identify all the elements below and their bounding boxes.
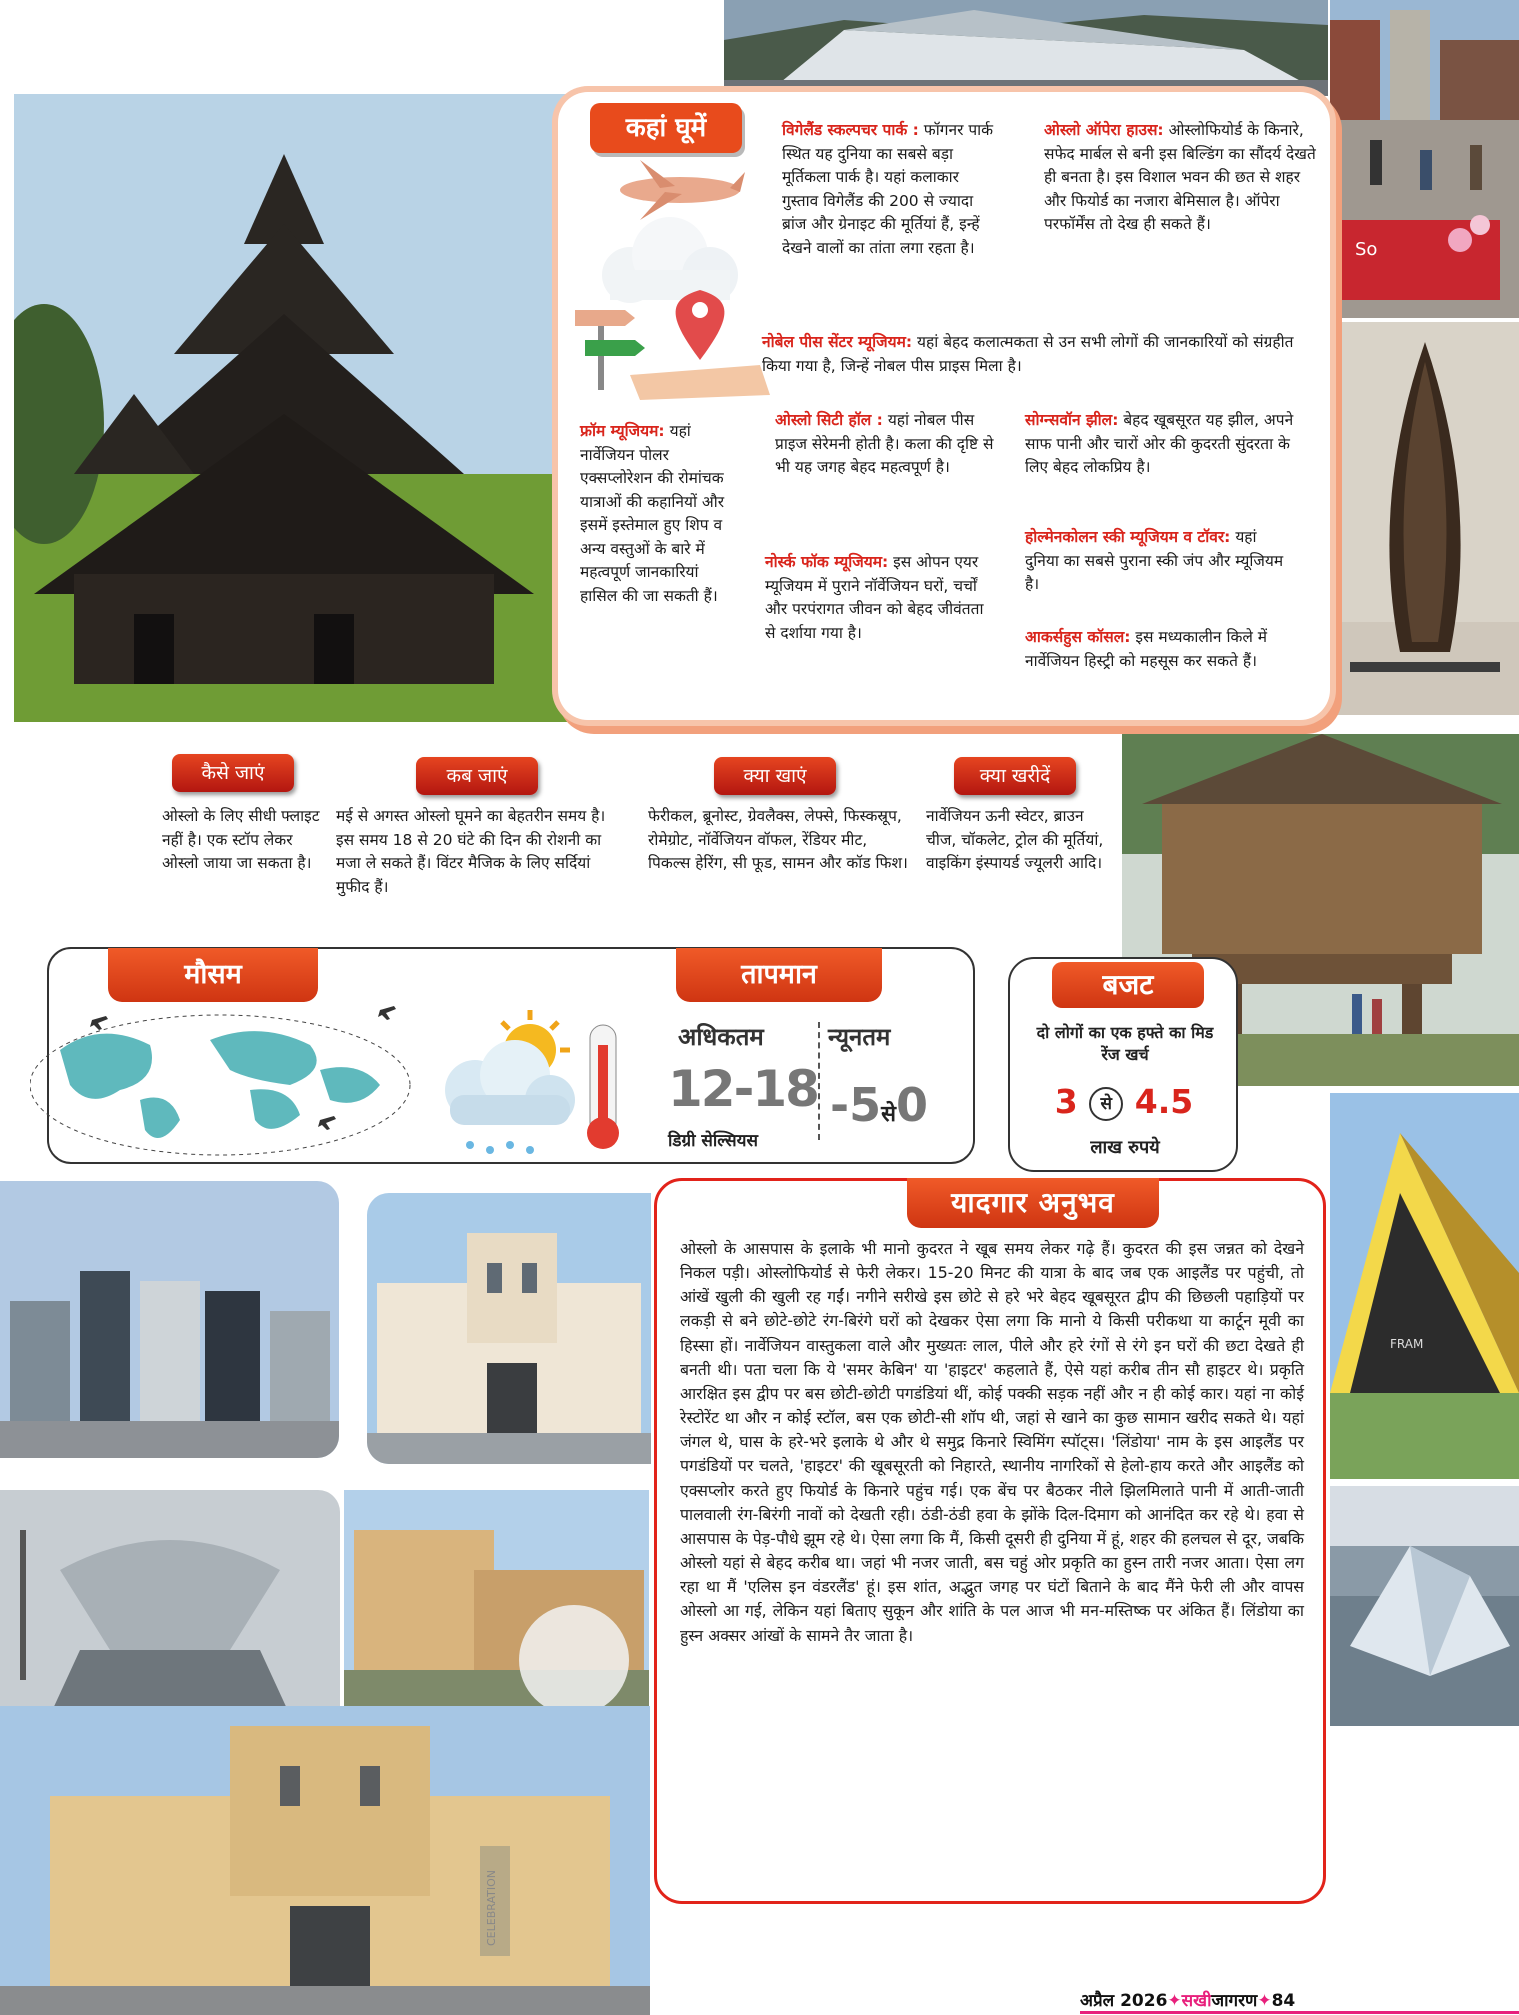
- weather-title: मौसम: [108, 948, 318, 1002]
- bus-sign-text: So: [1355, 239, 1378, 260]
- glass-sculpture-photo: [1330, 1486, 1519, 1726]
- budget-title: बजट: [1052, 962, 1204, 1008]
- street-photo: [1330, 0, 1519, 318]
- footer-magazine-a: सखी: [1181, 1991, 1212, 2011]
- holmenkollen-heading: होल्मेनकोलन स्की म्यूजियम व टॉवर:: [1025, 528, 1231, 546]
- temp-unit: डिग्री सेल्सियस: [668, 1131, 759, 1151]
- airplane-icon: [90, 1016, 108, 1030]
- what-to-eat-text: फेरीकल, ब्रूनोस्ट, ग्रेवलैक्स, लेफ्से, फिस्कस्रूप, रोमेग्रोट, नॉर्वेजियन वॉफल, रेंडियर मीट, पिकल्स हेरिंग, सी फूड, सामन और कॉड फिश।: [648, 807, 908, 873]
- airplane-icon: [620, 160, 745, 220]
- min-label: न्यूनतम: [828, 1023, 891, 1051]
- max-value: 12-18: [668, 1060, 818, 1118]
- viking-ship-photo: [1330, 322, 1519, 715]
- opera-heading: ओस्लो ऑपेरा हाउस:: [1044, 121, 1164, 139]
- cityhall-block: [775, 409, 1000, 480]
- rain-drops-icon: [466, 1141, 534, 1154]
- folk-heading: नोर्स्क फॉक म्यूजियम:: [765, 553, 889, 571]
- opera-block: [1044, 119, 1322, 237]
- ferry-text: FRAM: [1390, 1337, 1424, 1351]
- min-value: [830, 1078, 928, 1132]
- vigeland-heading: विगेलैंड स्कल्पचर पार्क :: [782, 121, 919, 139]
- nobel-building-photo: [0, 1706, 650, 2015]
- nobel-heading: नोबेल पीस सेंटर म्यूजियम:: [762, 333, 913, 351]
- how-to-go-label: कैसे जाएं: [172, 754, 294, 792]
- akershus-block: [1025, 626, 1300, 673]
- budget-from: 3: [1054, 1082, 1078, 1121]
- location-pin-icon: [630, 290, 770, 400]
- page-footer: [1080, 1988, 1295, 2011]
- footer-page: 84: [1271, 1991, 1296, 2011]
- vigeland-block: [782, 119, 997, 260]
- sognsvann-block: [1025, 409, 1295, 480]
- memorable-title: यादगार अनुभव: [907, 1178, 1159, 1228]
- folk-block: [765, 551, 990, 645]
- footer-magazine-b: जागरण: [1211, 1991, 1258, 2011]
- budget-unit: लाख रुपये: [1090, 1137, 1160, 1158]
- vigeland-text: फॉगनर पार्क स्थित यह दुनिया का सबसे बड़ा मूर्तिकला पार्क है। यहां कलाकार गुस्ताव विगेलैंड की 200 से ज्यादा ब्रांज और ग्रेनाइट की मूर्तियां हैं, इन्हें देखने वालों का तांता लगा रहता है।: [782, 121, 994, 257]
- folk-text: इस ओपन एयर म्यूजियम में पुराने नॉर्वेजियन घरों, चर्चों और परपंरागत जीवन को बेहद जीवंतता से दर्शाया गया है।: [765, 553, 984, 642]
- footer-rule: [1080, 2011, 1519, 2014]
- airplane-icon: [318, 1116, 336, 1130]
- opera-text: ओस्लोफियोर्ड के किनारे, सफेद मार्बल से बनी इस बिल्डिंग का सौंदर्य देखते ही बनता है। इस विशाल भवन की छत से शहर और फियोर्ड का नजारा बेमिसाल है। ऑपेरा परफॉर्मेंस तो देख ही सकते हैं।: [1044, 121, 1316, 234]
- budget-desc: दो लोगों का एक हफ्ते का मिड रेंज खर्च: [1036, 1023, 1214, 1065]
- weather-illustration: [420, 1005, 640, 1165]
- max-label: अधिकतम: [678, 1023, 764, 1051]
- airplane-icon: [378, 1006, 396, 1020]
- thermometer-icon: [587, 1025, 619, 1149]
- min-se: से: [881, 1102, 896, 1127]
- when-to-go-label: कब जाएं: [416, 757, 538, 795]
- budget-to: 4.5: [1134, 1082, 1194, 1121]
- nobel-text: यहां बेहद कलात्मकता से उन सभी लोगों की जानकारियों को संग्रहीत किया गया है, जिन्हें नोबल पीस प्राइस मिला है।: [762, 333, 1294, 375]
- opera-house-photo: [724, 0, 1328, 96]
- where-to-go-title: कहां घूमें: [590, 103, 742, 153]
- world-map-illustration: [30, 990, 450, 1160]
- holmenkollen-text: यहां दुनिया का सबसे पुराना स्की जंप और म्यूजियम है।: [1025, 528, 1284, 594]
- what-to-buy-label: क्या खरीदें: [954, 757, 1076, 795]
- nobel-center-photo: [367, 1193, 651, 1464]
- min-from: -5: [830, 1078, 882, 1132]
- fountain-theatre-photo: [344, 1490, 649, 1728]
- how-to-go-text: ओस्लो के लिए सीधी फ्लाइट नहीं है। एक स्टॉप लेकर ओस्लो जाया जा सकता है।: [162, 807, 320, 873]
- barcode-buildings-photo: [0, 1181, 339, 1458]
- sognsvann-heading: सोग्न्सवॉन झील:: [1025, 411, 1119, 429]
- akershus-heading: आकर्सहुस कॉसल:: [1025, 628, 1131, 646]
- cityhall-heading: ओस्लो सिटी हॉल :: [775, 411, 883, 429]
- holmenkollen-block: [1025, 526, 1290, 597]
- what-to-buy-text: नार्वेजियन ऊनी स्वेटर, ब्राउन चीज, चॉकलेट, ट्रोल की मूर्तियां, वाइकिंग इंस्पायर्ड ज्यूलरी आदि।: [926, 807, 1104, 873]
- star-icon: ✦: [1257, 1991, 1272, 2011]
- temp-divider: [818, 1022, 820, 1140]
- budget-se: से: [1089, 1087, 1123, 1121]
- memorable-text: ओस्लो के आसपास के इलाके भी मानो कुदरत ने खूब समय लेकर गढ़े हैं। कुदरत की इस जन्नत को देखने निकल पड़ी। ओस्लोफियोर्ड से फेरी लेकर। 15-20 मिनट की यात्रा के बाद जब एक आइलैंड पर पहुंची, तो आंखें खुली की खुली रह गईं। नगीने सरीखे इस छोटे से हरे भरे बेहद खूबसूरत द्वीप की छिछली पहाड़ियों पर लकड़ी से बने छोटे-छोटे रंग-बिरंगे घरों को देखकर ऐसा लगा कि मानो ये किसी परीकथा या कार्टून मूवी का हिस्सा हों। नार्वेजियन वास्तुकला वाले और मुख्यतः लाल, पीले और हरे रंगों से रंगे इन घरों की छटा देखते ही बनती थी। पता चला कि ये 'समर केबिन' या 'हाइटर' कहलाते हैं, ऐसे यहां करीब तीन सौ हाइटर थे। प्रकृति आरक्षित इस द्वीप पर बस छोटी-छोटी पगडंडियां थीं, कोई पक्की सड़क नहीं और न ही कोई कार। यहां ना कोई रेस्टोरेंट था और न कोई स्टॉल, बस एक छोटी-सी शॉप थी, जहां से खाने का कुछ सामान खरीद सकते थे। यहां जंगल थे, घास के हरे-भरे इलाके थे और थे समुद्र किनारे स्विमिंग स्पॉट्स। 'लिंडोया' नाम के इस आइलैंड पर पगडंडियों पर चलते, 'हाइटर' की खूबसूरती को निहारते, स्थानीय नागरिकों से हेलो-हाय करते और आइलैंड को एक्सप्लोर करते हुए फियोर्ड के किनारे पहुंच गई। एक बेंच पर बैठकर नीले झिलमिलाते पानी में आती-जाती पालवाली रंग-बिरंगी नावों को देखती रही। ठंडी-ठंडी हवा के झोंके दिल-दिमाग को आनंदित कर रहे थे। हवा से आसपास के पेड़-पौधे झूम रहे थे। ऐसा लगा कि मैं, किसी दूसरी ही दुनिया में हूं, शहर की हलचल से दूर, जबकि ओस्लो यहां से बेहद करीब था। जहां भी नजर जाती, बस चहुं ओर प्रकृति का हुस्न तारी नजर आता। ऐसा लग रहा था मैं 'एलिस इन वंडरलैंड' हूं। इस शांत, अद्भुत जगह पर घंटों बिताने के बाद मैंने फेरी ली और वापस ओस्लो आ गई, लेकिन यहां बिताए सुकून और शांति के पल आज भी मन-मस्तिष्क पर अंकित हैं। लिंडोया का हुस्न अक्सर आंखों के सामने तैर जाता है।: [680, 1239, 1304, 1645]
- fram-text: यहां नार्वेजियन पोलर एक्सप्लोरेशन की रोमांचक यात्राओं की कहानियों और इसमें इस्तेमाल हुए शिप व अन्य वस्तुओं के बारे में महत्वपूर्ण जानकारियां हासिल की जा सकती हैं।: [580, 422, 725, 605]
- sognsvann-text: बेहद खूबसूरत यह झील, अपने साफ पानी और चारों ओर की कुदरती सुंदरता के लिए बेहद लोकप्रिय है।: [1025, 411, 1294, 477]
- temperature-title: तापमान: [676, 948, 882, 1002]
- fram-heading: फ्रॉम म्यूजियम:: [580, 422, 665, 440]
- akershus-text: इस मध्यकालीन किले में नार्वेजियन हिस्ट्री को महसूस कर सकते हैं।: [1025, 628, 1268, 670]
- budget-range: [1028, 1082, 1220, 1121]
- building-text: CELEBRATION: [485, 1870, 498, 1946]
- cloud-icon: [602, 217, 738, 303]
- fram-museum-photo: [1330, 1093, 1519, 1479]
- when-to-go-text: मई से अगस्त ओस्लो घूमने का बेहतरीन समय है। इस समय 18 से 20 घंटे की दिन की रोशनी का मजा ले सकते हैं। विंटर मैजिक के लिए सर्दियां मुफीद हैं।: [336, 807, 606, 896]
- ski-jump-photo: [0, 1490, 340, 1737]
- nobel-block: [762, 331, 1302, 378]
- travel-illustration: [570, 160, 770, 400]
- stave-church-photo: [14, 94, 580, 722]
- fram-block: [580, 420, 732, 608]
- cityhall-text: यहां नोबल पीस प्राइज सेरेमनी होती है। कला की दृष्टि से भी यह जगह बेहद महत्वपूर्ण है।: [775, 411, 994, 477]
- min-to: 0: [895, 1078, 928, 1132]
- what-to-eat-label: क्या खाएं: [714, 757, 836, 795]
- footer-month: अप्रैल 2026: [1080, 1991, 1168, 2011]
- star-icon: ✦: [1167, 1991, 1182, 2011]
